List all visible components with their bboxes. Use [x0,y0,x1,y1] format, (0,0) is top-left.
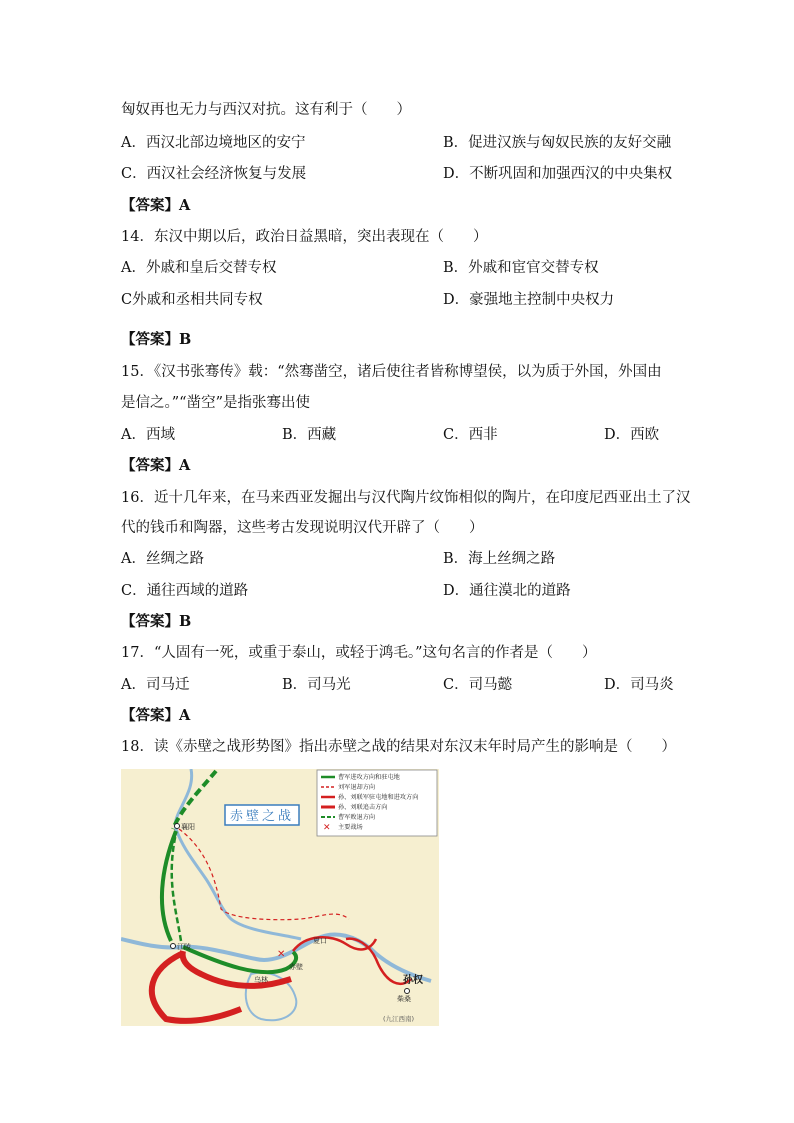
q16-stem-line1: 16．近十几年来，在马来西亚发掘出与汉代陶片纹饰相似的陶片，在印度尼西亚出土了汉 [121,490,691,506]
q13-option-d: D．不断巩固和加强西汉的中央集权 [443,166,673,182]
legend-item-battlefield: 主要战场 [338,824,363,831]
q14-answer: 【答案】B [121,331,192,348]
place-xiakou: 夏口 [313,937,327,945]
q17-option-c: C．司马懿 [443,677,513,693]
place-sunquan: 孙权 [403,975,423,986]
q17-stem: 17．“人固有一死，或重于泰山，或轻于鸿毛。”这句名言的作者是（ ） [121,645,597,661]
cross-icon: ✕ [323,823,331,833]
q15-option-d: D．西欧 [604,427,660,443]
place-xiangyang: 襄阳 [181,823,195,831]
q16-option-b: B．海上丝绸之路 [443,551,556,567]
marker-xiangyang [175,824,180,829]
q15-answer: 【答案】A [121,457,191,474]
q15-option-b: B．西藏 [282,427,337,443]
q17-option-d: D．司马炎 [604,677,674,693]
marker-jiangling [171,944,176,949]
q17-answer: 【答案】A [121,707,191,724]
q15-option-a: A．西域 [121,427,175,443]
place-jiujiang: (九江西南) [383,1015,415,1023]
q18-stem: 18．读《赤壁之战形势图》指出赤壁之战的结果对东汉末年时局产生的影响是（ ） [121,739,676,755]
legend-item-cao-retreat: 曹军败退方向 [338,814,376,821]
place-chaisang: 柴桑 [397,995,411,1003]
q13-option-b: B．促进汉族与匈奴民族的友好交融 [443,135,672,151]
legend-item-allied-pursuit: 孙、刘联追击方向 [338,804,388,811]
q13-stem-tail: 匈奴再也无力与西汉对抗。这有利于（ ） [121,102,411,118]
q16-stem-line2: 代的钱币和陶器，这些考古发现说明汉代开辟了（ ） [121,520,484,536]
chibi-battle-map [121,769,439,1026]
q17-option-a: A．司马迁 [121,677,190,693]
q15-stem-line2: 是信之。”“凿空”是指张骞出使 [121,395,310,411]
q16-option-a: A．丝绸之路 [121,551,204,567]
q14-option-b: B．外戚和宦官交替专权 [443,260,599,276]
legend-item-liu-retreat: 刘军退却方向 [338,784,376,791]
q16-answer: 【答案】B [121,613,192,630]
q14-option-c: C外戚和丞相共同专权 [121,292,263,308]
battlefield-cross-icon: ✕ [277,949,286,960]
place-chibi: 赤壁 [289,963,303,971]
q15-stem-line1: 15．《汉书张骞传》载：“然骞凿空，诸后使往者皆称博望侯，以为质于外国，外国由 [121,364,662,380]
q13-answer: 【答案】A [121,197,191,214]
q16-option-c: C．通往西域的道路 [121,583,249,599]
q16-option-d: D．通往漠北的道路 [443,583,571,599]
place-wulin: 乌林 [254,976,268,984]
marker-chaisang [405,989,410,994]
map-title: 赤壁之战 [229,809,295,824]
q15-option-c: C．西非 [443,427,498,443]
q13-option-c: C．西汉社会经济恢复与发展 [121,166,307,182]
q14-option-d: D．豪强地主控制中央权力 [443,292,615,308]
q14-stem: 14．东汉中期以后，政治日益黑暗，突出表现在（ ） [121,229,488,245]
q14-option-a: A．外戚和皇后交替专权 [121,260,277,276]
place-jiangling: 江陵 [177,943,191,951]
legend-item-cao-advance: 曹军进攻方向和驻屯地 [338,774,400,781]
q13-option-a: A．西汉北部边境地区的安宁 [121,135,306,151]
legend-item-allied-advance: 孙、刘联军驻屯地和进攻方向 [338,794,419,801]
q17-option-b: B．司马光 [282,677,351,693]
